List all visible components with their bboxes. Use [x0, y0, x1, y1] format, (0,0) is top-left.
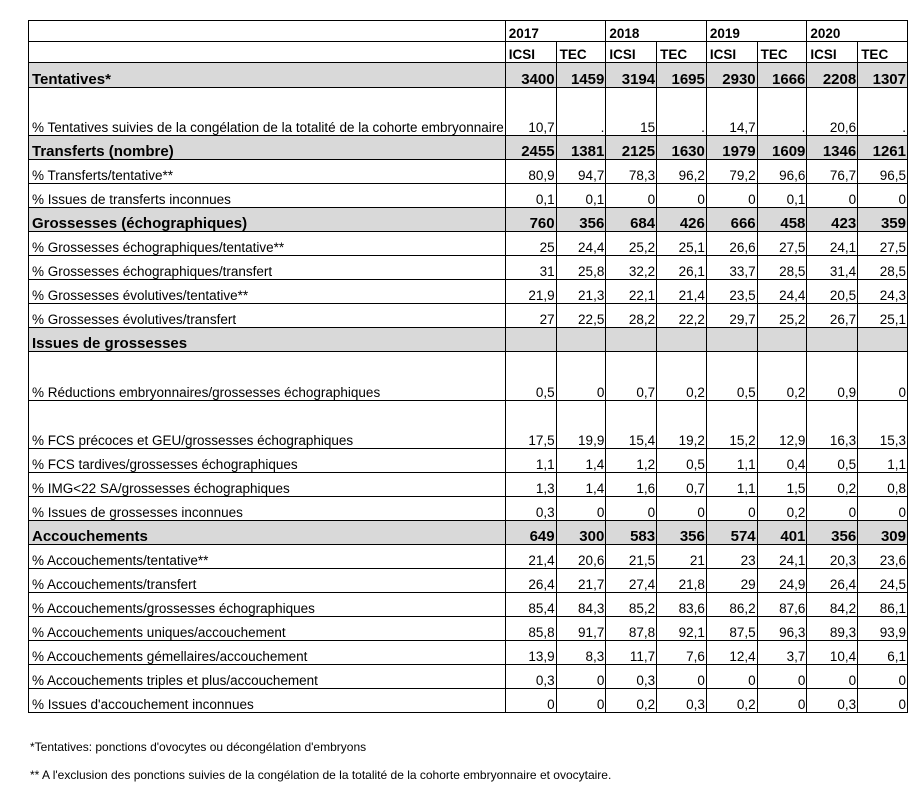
value-cell: 84,3	[556, 593, 606, 617]
value-cell: 1,1	[706, 473, 757, 497]
value-cell: 1,2	[606, 449, 657, 473]
value-cell: 0,3	[657, 689, 707, 713]
value-cell: 1666	[757, 63, 807, 88]
value-cell: 0	[556, 497, 606, 521]
value-cell: 666	[706, 208, 757, 232]
row-label: % Accouchements uniques/accouchement	[29, 617, 506, 641]
value-cell: 89,3	[807, 617, 858, 641]
value-cell: 79,2	[706, 160, 757, 184]
value-cell: 15,3	[858, 401, 908, 449]
value-cell: 29	[706, 569, 757, 593]
value-cell: 0,1	[556, 184, 606, 208]
table-row	[29, 689, 908, 713]
value-cell: 24,5	[858, 569, 908, 593]
value-cell: 11,7	[606, 641, 657, 665]
value-cell: 760	[505, 208, 556, 232]
value-cell: 22,1	[606, 280, 657, 304]
value-cell: 83,6	[657, 593, 707, 617]
value-cell: 15,2	[706, 401, 757, 449]
row-label: % Accouchements/tentative**	[29, 545, 506, 569]
value-cell: 94,7	[556, 160, 606, 184]
value-cell: 1346	[807, 136, 858, 160]
value-cell	[858, 328, 908, 352]
value-cell: 2125	[606, 136, 657, 160]
value-cell: 309	[858, 521, 908, 545]
value-cell: 86,2	[706, 593, 757, 617]
row-label: Transferts (nombre)	[29, 136, 506, 160]
value-cell: 26,4	[807, 569, 858, 593]
table-row	[29, 593, 908, 617]
value-cell	[757, 328, 807, 352]
value-cell	[505, 328, 556, 352]
table-row	[29, 352, 908, 401]
table-row	[29, 401, 908, 449]
value-cell: 21,3	[556, 280, 606, 304]
value-cell	[807, 328, 858, 352]
value-cell	[606, 328, 657, 352]
value-cell: 1,1	[858, 449, 908, 473]
value-cell: 8,3	[556, 641, 606, 665]
row-label: % Accouchements/grossesses échographiques	[29, 593, 506, 617]
value-cell: 23	[706, 545, 757, 569]
row-label: % FCS tardives/grossesses échographiques	[29, 449, 506, 473]
value-cell: 0,5	[706, 352, 757, 401]
value-cell: 15,4	[606, 401, 657, 449]
value-cell: 19,2	[657, 401, 707, 449]
value-cell: 28,5	[858, 256, 908, 280]
value-cell: 649	[505, 521, 556, 545]
row-label: % Issues de grossesses inconnues	[29, 497, 506, 521]
value-cell: 20,6	[556, 545, 606, 569]
value-cell: 0	[757, 665, 807, 689]
value-cell: 21,8	[657, 569, 707, 593]
footnote: *Tentatives: ponctions d'ovocytes ou décongélation d'embryons	[30, 740, 367, 754]
value-cell: 356	[807, 521, 858, 545]
value-cell: 14,7	[706, 88, 757, 136]
subcol-header: TEC	[757, 42, 807, 63]
value-cell: 25,1	[657, 232, 707, 256]
row-label: % Tentatives suivies de la congélation de la totalité de la cohorte embryonnaire	[29, 88, 506, 136]
row-label: Accouchements	[29, 521, 506, 545]
value-cell: 33,7	[706, 256, 757, 280]
row-label: % Grossesses évolutives/tentative**	[29, 280, 506, 304]
table-body	[29, 21, 908, 713]
value-cell: 21	[657, 545, 707, 569]
value-cell: 24,3	[858, 280, 908, 304]
value-cell: 13,9	[505, 641, 556, 665]
value-cell: 85,8	[505, 617, 556, 641]
value-cell: 0,3	[505, 497, 556, 521]
table-row	[29, 665, 908, 689]
value-cell: 84,2	[807, 593, 858, 617]
value-cell: 31,4	[807, 256, 858, 280]
value-cell: 26,4	[505, 569, 556, 593]
table-row	[29, 160, 908, 184]
value-cell: 0,2	[657, 352, 707, 401]
year-header-2017: 2017	[505, 21, 606, 42]
row-label: % Accouchements triples et plus/accouchement	[29, 665, 506, 689]
value-cell: 96,3	[757, 617, 807, 641]
value-cell: 0,3	[807, 689, 858, 713]
value-cell: 28,2	[606, 304, 657, 328]
value-cell: 2208	[807, 63, 858, 88]
value-cell: 0,8	[858, 473, 908, 497]
value-cell: 1630	[657, 136, 707, 160]
value-cell: 458	[757, 208, 807, 232]
table-row	[29, 569, 908, 593]
value-cell: 426	[657, 208, 707, 232]
value-cell: 96,6	[757, 160, 807, 184]
value-cell: 16,3	[807, 401, 858, 449]
value-cell: 24,1	[757, 545, 807, 569]
row-label: % Accouchements/transfert	[29, 569, 506, 593]
header-blank-cell	[29, 42, 506, 63]
value-cell: 12,4	[706, 641, 757, 665]
value-cell: 1609	[757, 136, 807, 160]
value-cell: 24,1	[807, 232, 858, 256]
value-cell: .	[858, 88, 908, 136]
value-cell: 0	[706, 665, 757, 689]
value-cell: 27	[505, 304, 556, 328]
value-cell: 1,4	[556, 449, 606, 473]
value-cell: 7,6	[657, 641, 707, 665]
value-cell: 0,3	[505, 665, 556, 689]
subcol-header: TEC	[556, 42, 606, 63]
table-row	[29, 232, 908, 256]
value-cell: 21,5	[606, 545, 657, 569]
value-cell: 20,6	[807, 88, 858, 136]
value-cell: 27,5	[858, 232, 908, 256]
value-cell: 1695	[657, 63, 707, 88]
value-cell: 0,5	[505, 352, 556, 401]
value-cell: 0,9	[807, 352, 858, 401]
value-cell: 1,1	[505, 449, 556, 473]
value-cell: 26,6	[706, 232, 757, 256]
value-cell: 27,4	[606, 569, 657, 593]
value-cell: 356	[556, 208, 606, 232]
value-cell: 29,7	[706, 304, 757, 328]
row-label: % Accouchements gémellaires/accouchement	[29, 641, 506, 665]
value-cell: 0,2	[807, 473, 858, 497]
value-cell: 10,4	[807, 641, 858, 665]
subcol-header: ICSI	[706, 42, 757, 63]
value-cell	[556, 328, 606, 352]
value-cell: 1,1	[706, 449, 757, 473]
value-cell: 6,1	[858, 641, 908, 665]
section-row	[29, 328, 908, 352]
row-label: % Grossesses évolutives/transfert	[29, 304, 506, 328]
value-cell: 31	[505, 256, 556, 280]
value-cell: 684	[606, 208, 657, 232]
value-cell: 21,7	[556, 569, 606, 593]
value-cell: 24,4	[556, 232, 606, 256]
value-cell: 26,1	[657, 256, 707, 280]
row-label: Issues de grossesses	[29, 328, 506, 352]
value-cell: 20,5	[807, 280, 858, 304]
value-cell: 356	[657, 521, 707, 545]
value-cell: 0	[757, 689, 807, 713]
value-cell: 1979	[706, 136, 757, 160]
section-row	[29, 136, 908, 160]
value-cell: 96,5	[858, 160, 908, 184]
value-cell: 20,3	[807, 545, 858, 569]
value-cell: 0	[807, 665, 858, 689]
footnote: ** A l'exclusion des ponctions suivies de la congélation de la totalité de la cohorte embryonnaire et ovocytaire.	[30, 768, 612, 782]
value-cell: 32,2	[606, 256, 657, 280]
value-cell: 583	[606, 521, 657, 545]
value-cell: 22,2	[657, 304, 707, 328]
table-row	[29, 473, 908, 497]
value-cell: 0	[706, 184, 757, 208]
value-cell: 0	[858, 689, 908, 713]
value-cell: 15	[606, 88, 657, 136]
value-cell: 1,5	[757, 473, 807, 497]
value-cell: 0	[657, 497, 707, 521]
value-cell: 0	[606, 497, 657, 521]
value-cell: 85,4	[505, 593, 556, 617]
value-cell: 25	[505, 232, 556, 256]
value-cell: 21,4	[505, 545, 556, 569]
value-cell: 25,8	[556, 256, 606, 280]
value-cell: 0	[556, 665, 606, 689]
table-row	[29, 617, 908, 641]
value-cell: 0,2	[757, 352, 807, 401]
value-cell: 80,9	[505, 160, 556, 184]
year-header-2018: 2018	[606, 21, 707, 42]
value-cell: 0	[505, 689, 556, 713]
value-cell: 1,6	[606, 473, 657, 497]
section-row	[29, 521, 908, 545]
value-cell: 25,1	[858, 304, 908, 328]
row-label: % Issues de transferts inconnues	[29, 184, 506, 208]
value-cell: 25,2	[757, 304, 807, 328]
subcol-header: TEC	[858, 42, 908, 63]
row-label: % FCS précoces et GEU/grossesses échographiques	[29, 401, 506, 449]
value-cell: 0	[706, 497, 757, 521]
value-cell: 1307	[858, 63, 908, 88]
value-cell: 26,7	[807, 304, 858, 328]
value-cell: 0	[807, 184, 858, 208]
value-cell: 0	[858, 352, 908, 401]
value-cell: 0	[606, 184, 657, 208]
row-label: % Transferts/tentative**	[29, 160, 506, 184]
value-cell: 0,1	[757, 184, 807, 208]
section-row	[29, 63, 908, 88]
value-cell: 0,5	[807, 449, 858, 473]
subcol-header: ICSI	[807, 42, 858, 63]
value-cell: 1381	[556, 136, 606, 160]
row-label: Grossesses (échographiques)	[29, 208, 506, 232]
value-cell: 93,9	[858, 617, 908, 641]
subcol-header: ICSI	[606, 42, 657, 63]
table-row	[29, 256, 908, 280]
table-row	[29, 497, 908, 521]
value-cell: 25,2	[606, 232, 657, 256]
subcol-header: TEC	[657, 42, 707, 63]
value-cell: .	[757, 88, 807, 136]
value-cell: 24,4	[757, 280, 807, 304]
value-cell: 0	[807, 497, 858, 521]
value-cell: 21,4	[657, 280, 707, 304]
value-cell	[706, 328, 757, 352]
header-subcol-row	[29, 42, 908, 63]
value-cell: 23,5	[706, 280, 757, 304]
value-cell: 0	[858, 184, 908, 208]
year-header-2019: 2019	[706, 21, 807, 42]
value-cell: 85,2	[606, 593, 657, 617]
value-cell: 87,8	[606, 617, 657, 641]
value-cell: 12,9	[757, 401, 807, 449]
value-cell: 17,5	[505, 401, 556, 449]
value-cell: 27,5	[757, 232, 807, 256]
value-cell: 2930	[706, 63, 757, 88]
subcol-header: ICSI	[505, 42, 556, 63]
row-label: % Grossesses échographiques/tentative**	[29, 232, 506, 256]
row-label: Tentatives*	[29, 63, 506, 88]
table-row	[29, 449, 908, 473]
value-cell: 0,7	[657, 473, 707, 497]
year-header-2020: 2020	[807, 21, 908, 42]
value-cell: 0	[858, 665, 908, 689]
table-row	[29, 545, 908, 569]
value-cell: 3400	[505, 63, 556, 88]
value-cell: 86,1	[858, 593, 908, 617]
table-row	[29, 641, 908, 665]
value-cell: 19,9	[556, 401, 606, 449]
table-row	[29, 304, 908, 328]
value-cell: 0,3	[606, 665, 657, 689]
section-row	[29, 208, 908, 232]
value-cell: 3,7	[757, 641, 807, 665]
row-label: % Grossesses échographiques/transfert	[29, 256, 506, 280]
value-cell: 22,5	[556, 304, 606, 328]
value-cell: 423	[807, 208, 858, 232]
value-cell: 10,7	[505, 88, 556, 136]
value-cell	[657, 328, 707, 352]
value-cell: 574	[706, 521, 757, 545]
value-cell: 0	[657, 665, 707, 689]
value-cell: 1,3	[505, 473, 556, 497]
value-cell: 1,4	[556, 473, 606, 497]
value-cell: 0,2	[757, 497, 807, 521]
value-cell: 3194	[606, 63, 657, 88]
value-cell: 21,9	[505, 280, 556, 304]
value-cell: 0	[556, 352, 606, 401]
value-cell: 76,7	[807, 160, 858, 184]
value-cell: 87,6	[757, 593, 807, 617]
value-cell: 0,7	[606, 352, 657, 401]
row-label: % IMG<22 SA/grossesses échographiques	[29, 473, 506, 497]
value-cell: 0,2	[706, 689, 757, 713]
value-cell: 401	[757, 521, 807, 545]
value-cell: 2455	[505, 136, 556, 160]
value-cell: 0,1	[505, 184, 556, 208]
value-cell: .	[556, 88, 606, 136]
value-cell: 87,5	[706, 617, 757, 641]
table-row	[29, 184, 908, 208]
value-cell: 0,2	[606, 689, 657, 713]
table-row	[29, 88, 908, 136]
results-table	[28, 20, 908, 713]
value-cell: 0	[556, 689, 606, 713]
row-label: % Issues d'accouchement inconnues	[29, 689, 506, 713]
value-cell: 0,4	[757, 449, 807, 473]
value-cell: 0,5	[657, 449, 707, 473]
value-cell: 28,5	[757, 256, 807, 280]
value-cell: 0	[657, 184, 707, 208]
header-year-row	[29, 21, 908, 42]
value-cell: 300	[556, 521, 606, 545]
value-cell: 359	[858, 208, 908, 232]
value-cell: 92,1	[657, 617, 707, 641]
value-cell: 1459	[556, 63, 606, 88]
value-cell: 96,2	[657, 160, 707, 184]
value-cell: 23,6	[858, 545, 908, 569]
value-cell: .	[657, 88, 707, 136]
row-label: % Réductions embryonnaires/grossesses échographiques	[29, 352, 506, 401]
value-cell: 1261	[858, 136, 908, 160]
value-cell: 91,7	[556, 617, 606, 641]
table-row	[29, 280, 908, 304]
header-blank-cell	[29, 21, 506, 42]
value-cell: 0	[858, 497, 908, 521]
value-cell: 78,3	[606, 160, 657, 184]
value-cell: 24,9	[757, 569, 807, 593]
